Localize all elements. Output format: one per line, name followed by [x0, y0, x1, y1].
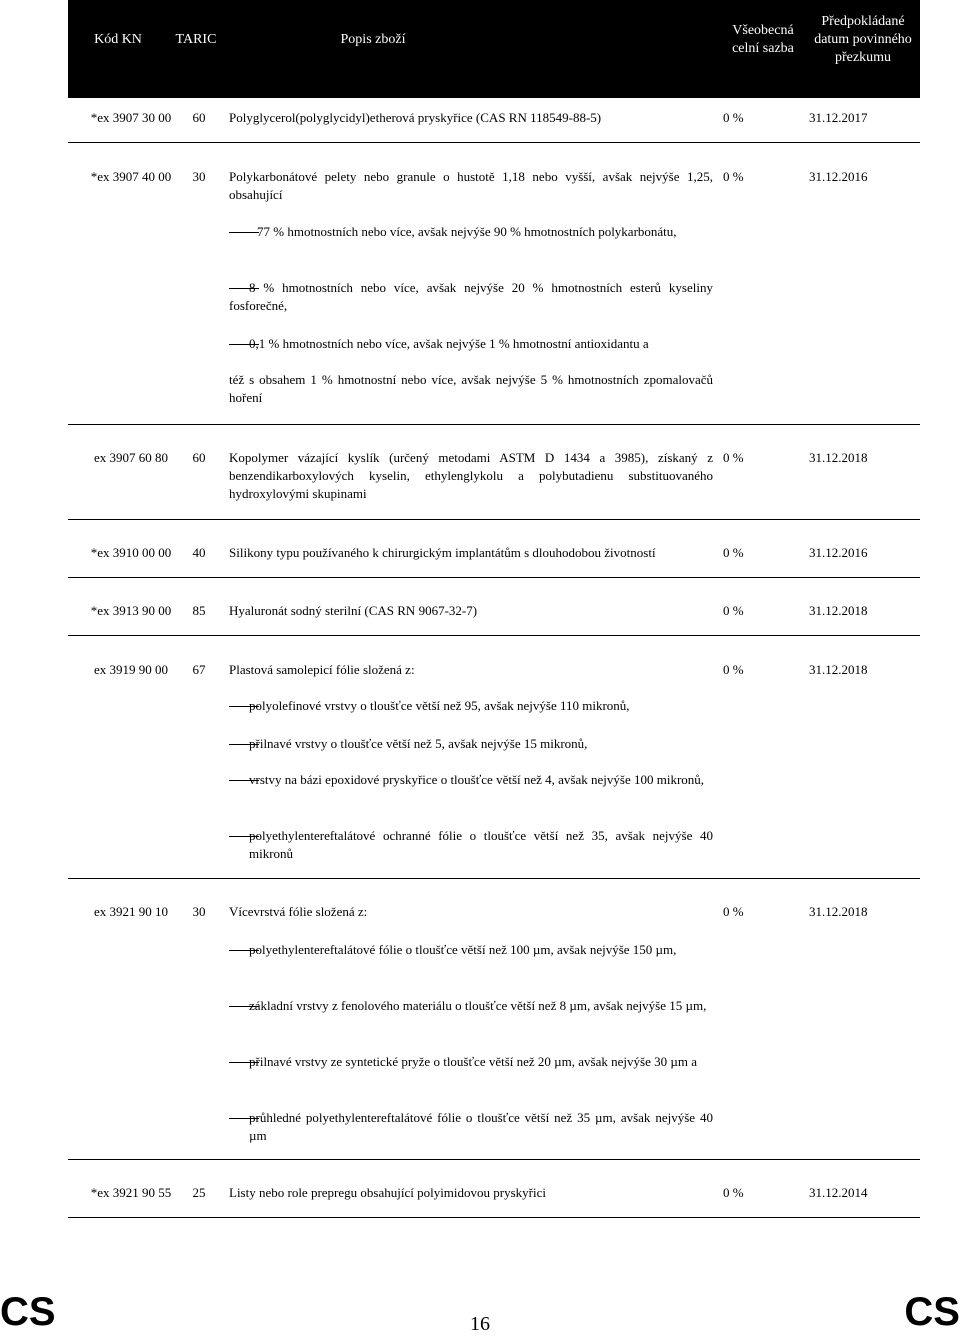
- list-item-text: polyolefinové vrstvy o tloušťce větší než 95, avšak nejvýše 110 mikronů,: [249, 698, 630, 713]
- row-duty-rate: 0 %: [723, 545, 744, 560]
- list-item-text: vrstvy na bázi epoxidové pryskyřice o tloušťce větší než 4, avšak nejvýše 100 mikronů,: [249, 772, 705, 787]
- row-duty-rate: 0 %: [723, 662, 744, 677]
- row-divider: [68, 424, 920, 425]
- row-review-date: 31.12.2016: [809, 169, 868, 184]
- row-review-date: 31.12.2018: [809, 904, 868, 919]
- header-popis: Popis zboží: [340, 32, 406, 47]
- row-duty-rate: 0 %: [723, 1185, 744, 1200]
- header-kod-kn: Kód KN: [94, 32, 142, 47]
- header-datum-line3: přezkumu: [835, 50, 891, 65]
- row-description-tail: též s obsahem 1 % hmotnostní nebo více, avšak nejvýše 5 % hmotnostních zpomalovačů hoření: [229, 372, 713, 405]
- list-item-text: 8 % hmotnostních nebo více, avšak nejvýše 20 % hmotnostních esterů kyseliny fosforečné,: [229, 280, 713, 313]
- row-kn-code: ex 3921 90 10: [93, 904, 169, 919]
- row-taric: 60: [192, 110, 206, 125]
- footer-language-code-right: CS: [904, 1290, 960, 1334]
- row-divider: [68, 519, 920, 520]
- list-item-text: polyethylentereftalátové fólie o tloušťce větší než 100 µm, avšak nejvýše 150 µm,: [249, 942, 677, 957]
- row-taric: 25: [192, 1185, 206, 1200]
- row-divider: [68, 142, 920, 143]
- row-description: Kopolymer vázající kyslík (určený metodami ASTM D 1434 a 3985), získaný z benzendikarboxylových kyselin, ethylenglykolu a polybutadienu substituovaného hydroxylovými skupinami: [229, 450, 713, 501]
- page-number: 16: [470, 1313, 490, 1335]
- header-taric: TARIC: [175, 32, 217, 47]
- row-duty-rate: 0 %: [723, 603, 744, 618]
- row-taric: 40: [192, 545, 206, 560]
- header-datum-line2: datum povinného: [814, 32, 912, 47]
- list-item-text: 0,1 % hmotnostních nebo více, avšak nejvýše 1 % hmotnostní antioxidantu a: [249, 336, 649, 351]
- row-description: Plastová samolepicí fólie složená z:: [229, 662, 415, 677]
- row-kn-code: *ex 3921 90 55: [90, 1185, 172, 1200]
- row-duty-rate: 0 %: [723, 904, 744, 919]
- row-description: Polykarbonátové pelety nebo granule o hustotě 1,18 nebo vyšší, avšak nejvýše 1,25, obsahující: [229, 169, 713, 202]
- row-description: Polyglycerol(polyglycidyl)etherová pryskyřice (CAS RN 118549-88-5): [229, 110, 602, 125]
- list-item-text: základní vrstvy z fenolového materiálu o tloušťce větší než 8 µm, avšak nejvýše 15 µm,: [249, 998, 707, 1013]
- row-divider: [68, 635, 920, 636]
- list-item-text: přilnavé vrstvy o tloušťce větší než 5, avšak nejvýše 15 mikronů,: [249, 736, 588, 751]
- row-taric: 60: [192, 450, 206, 465]
- row-kn-code: *ex 3913 90 00: [90, 603, 172, 618]
- row-taric: 30: [192, 169, 206, 184]
- list-item-text: přilnavé vrstvy ze syntetické pryže o tloušťce větší než 20 µm, avšak nejvýše 30 µm a: [249, 1054, 697, 1069]
- row-review-date: 31.12.2017: [809, 110, 868, 125]
- row-description: Listy nebo role prepregu obsahující polyimidovou pryskyřici: [229, 1185, 546, 1200]
- row-duty-rate: 0 %: [723, 110, 744, 125]
- row-taric: 67: [192, 662, 206, 677]
- row-review-date: 31.12.2016: [809, 545, 868, 560]
- row-review-date: 31.12.2014: [809, 1185, 868, 1200]
- header-datum-line1: Předpokládané: [821, 14, 905, 29]
- row-duty-rate: 0 %: [723, 169, 744, 184]
- row-description: Silikony typu používaného k chirurgickým implantátům s dlouhodobou životností: [229, 545, 656, 560]
- row-divider: [68, 577, 920, 578]
- list-item-text: polyethylentereftalátové ochranné fólie o tloušťce větší než 35, avšak nejvýše 40 mikronů: [249, 828, 713, 861]
- row-kn-code: ex 3919 90 00: [93, 662, 169, 677]
- table-header: [68, 0, 920, 98]
- list-item-text: průhledné polyethylentereftalátové fólie o tloušťce větší než 35 µm, avšak nejvýše 40 µm: [249, 1110, 713, 1143]
- row-taric: 85: [192, 603, 206, 618]
- header-sazba-line1: Všeobecná: [732, 23, 794, 38]
- row-kn-code: *ex 3910 00 00: [90, 545, 172, 560]
- row-review-date: 31.12.2018: [809, 603, 868, 618]
- row-divider: [68, 1217, 920, 1218]
- row-divider: [68, 1159, 920, 1160]
- row-kn-code: *ex 3907 40 00: [90, 169, 172, 184]
- header-sazba-line2: celní sazba: [732, 41, 794, 56]
- row-review-date: 31.12.2018: [809, 662, 868, 677]
- row-description: Hyaluronát sodný sterilní (CAS RN 9067-32-7): [229, 603, 478, 618]
- footer-language-code-left: CS: [0, 1290, 56, 1334]
- row-kn-code: *ex 3907 30 00: [90, 110, 172, 125]
- row-review-date: 31.12.2018: [809, 450, 868, 465]
- list-item-text: 77 % hmotnostních nebo více, avšak nejvýše 90 % hmotnostních polykarbonátu,: [257, 224, 677, 239]
- row-taric: 30: [192, 904, 206, 919]
- row-divider: [68, 878, 920, 879]
- header-datum: [798, 13, 928, 67]
- row-description: Vícevrstvá fólie složená z:: [229, 904, 368, 919]
- row-kn-code: ex 3907 60 80: [93, 450, 169, 465]
- row-duty-rate: 0 %: [723, 450, 744, 465]
